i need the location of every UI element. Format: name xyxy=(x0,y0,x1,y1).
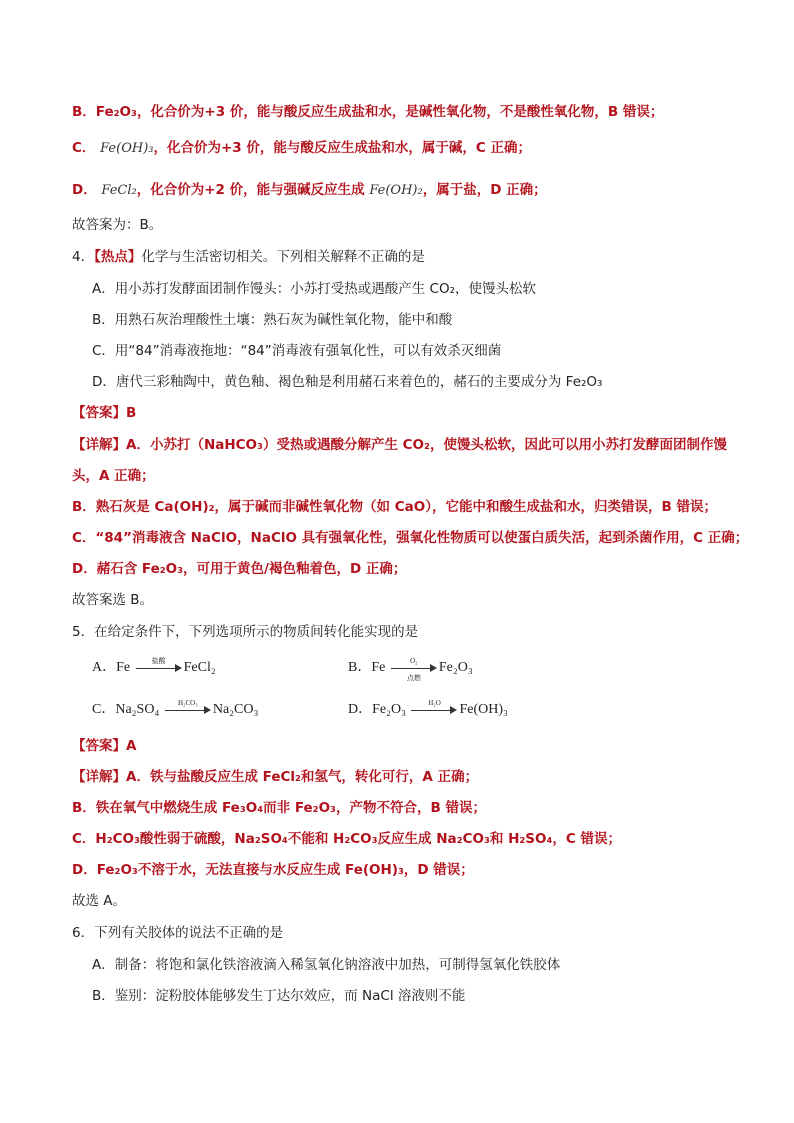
q5-answer: 【答案】A xyxy=(72,738,137,754)
q5-option-d: D．Fe₂O₃ H₂O Fe(OH)₃ xyxy=(348,698,508,717)
q5-conclusion: 故选 A。 xyxy=(72,893,127,909)
q5-detail-a: 【详解】A．铁与盐酸反应生成 FeCl₂和氢气，转化可行，A 正确； xyxy=(72,769,479,785)
q4-detail-a-2: 头，A 正确； xyxy=(72,468,155,484)
q5-option-b: B．Fe O₂ 点燃 Fe₂O₃ xyxy=(348,656,473,682)
q6-option-a: A．制备：将饱和氯化铁溶液滴入稀氢氧化钠溶液中加热，可制得氢氧化铁胶体 xyxy=(92,957,561,973)
q6-option-b: B．鉴别：淀粉胶体能够发生丁达尔效应，而 NaCl 溶液则不能 xyxy=(92,988,466,1004)
q3-answer-line: 故答案为：B。 xyxy=(72,217,163,233)
hot-tag: 【热点】 xyxy=(94,249,142,265)
q3-option-c: C． Fe(OH)₃，化合价为+3 价，能与酸反应生成盐和水，属于碱，C 正确； xyxy=(72,140,531,156)
q4-detail-b: B．熟石灰是 Ca(OH)₂，属于碱而非碱性氧化物（如 CaO），它能中和酸生成盐和水，归类错误，B 错误； xyxy=(72,499,717,515)
formula-fecl2: FeCl₂ xyxy=(101,183,137,198)
formula-fe-oh-3: Fe(OH)₃ xyxy=(100,141,154,156)
q4-option-a: A．用小苏打发酵面团制作馒头：小苏打受热或遇酸产生 CO₂，使馒头松软 xyxy=(92,281,536,297)
q5-stem: 5．在给定条件下，下列选项所示的物质间转化能实现的是 xyxy=(72,624,419,640)
q4-detail-c: C．“84”消毒液含 NaClO，NaClO 具有强氧化性，强氧化性物质可以使蛋白质失活，起到杀菌作用，C 正确； xyxy=(72,530,749,546)
q5-option-c: C．Na₂SO₄ H₂CO₃ Na₂CO₃ xyxy=(92,698,259,717)
q3-option-b: B．Fe₂O₃，化合价为+3 价，能与酸反应生成盐和水，是碱性氧化物，不是酸性氧化物，B 错误； xyxy=(72,104,664,120)
reaction-arrow: 盐酸 xyxy=(136,661,182,675)
q4-stem: 4．【热点】化学与生活密切相关。下列相关解释不正确的是 xyxy=(72,249,425,265)
q4-detail-d: D．赭石含 Fe₂O₃，可用于黄色/褐色釉着色，D 正确； xyxy=(72,561,407,577)
q4-option-d: D．唐代三彩釉陶中，黄色釉、褐色釉是利用赭石来着色的，赭石的主要成分为 Fe₂O₃ xyxy=(92,374,603,390)
q4-conclusion: 故答案选 B。 xyxy=(72,592,154,608)
q6-stem: 6．下列有关胶体的说法不正确的是 xyxy=(72,925,284,941)
q5-detail-d: D．Fe₂O₃不溶于水，无法直接与水反应生成 Fe(OH)₃，D 错误； xyxy=(72,862,474,878)
q5-option-a: A．Fe 盐酸 FeCl₂ xyxy=(92,656,216,675)
q5-detail-c: C．H₂CO₃酸性弱于硫酸，Na₂SO₄不能和 H₂CO₃反应生成 Na₂CO₃和 H₂SO₄，C 错误； xyxy=(72,831,622,847)
q3-option-d: D． FeCl₂，化合价为+2 价，能与强碱反应生成 Fe(OH)₂，属于盐，D 正确； xyxy=(72,182,547,198)
reaction-arrow: H₂CO₃ xyxy=(165,703,211,717)
q4-option-c: C．用“84”消毒液拖地：“84”消毒液有强氧化性，可以有效杀灭细菌 xyxy=(92,343,502,359)
q5-detail-b: B．铁在氧气中燃烧生成 Fe₃O₄而非 Fe₂O₃，产物不符合，B 错误； xyxy=(72,800,486,816)
formula-fe-oh-2: Fe(OH)₂ xyxy=(369,183,423,198)
q4-answer: 【答案】B xyxy=(72,405,137,421)
q4-detail-a-1: 【详解】A．小苏打（NaHCO₃）受热或遇酸分解产生 CO₂，使馒头松软，因此可以用小苏打发酵面团制作馒 xyxy=(72,437,727,453)
reaction-arrow: O₂ 点燃 xyxy=(391,661,437,675)
reaction-arrow: H₂O xyxy=(411,703,457,717)
q4-option-b: B．用熟石灰治理酸性土壤：熟石灰为碱性氧化物，能中和酸 xyxy=(92,312,453,328)
